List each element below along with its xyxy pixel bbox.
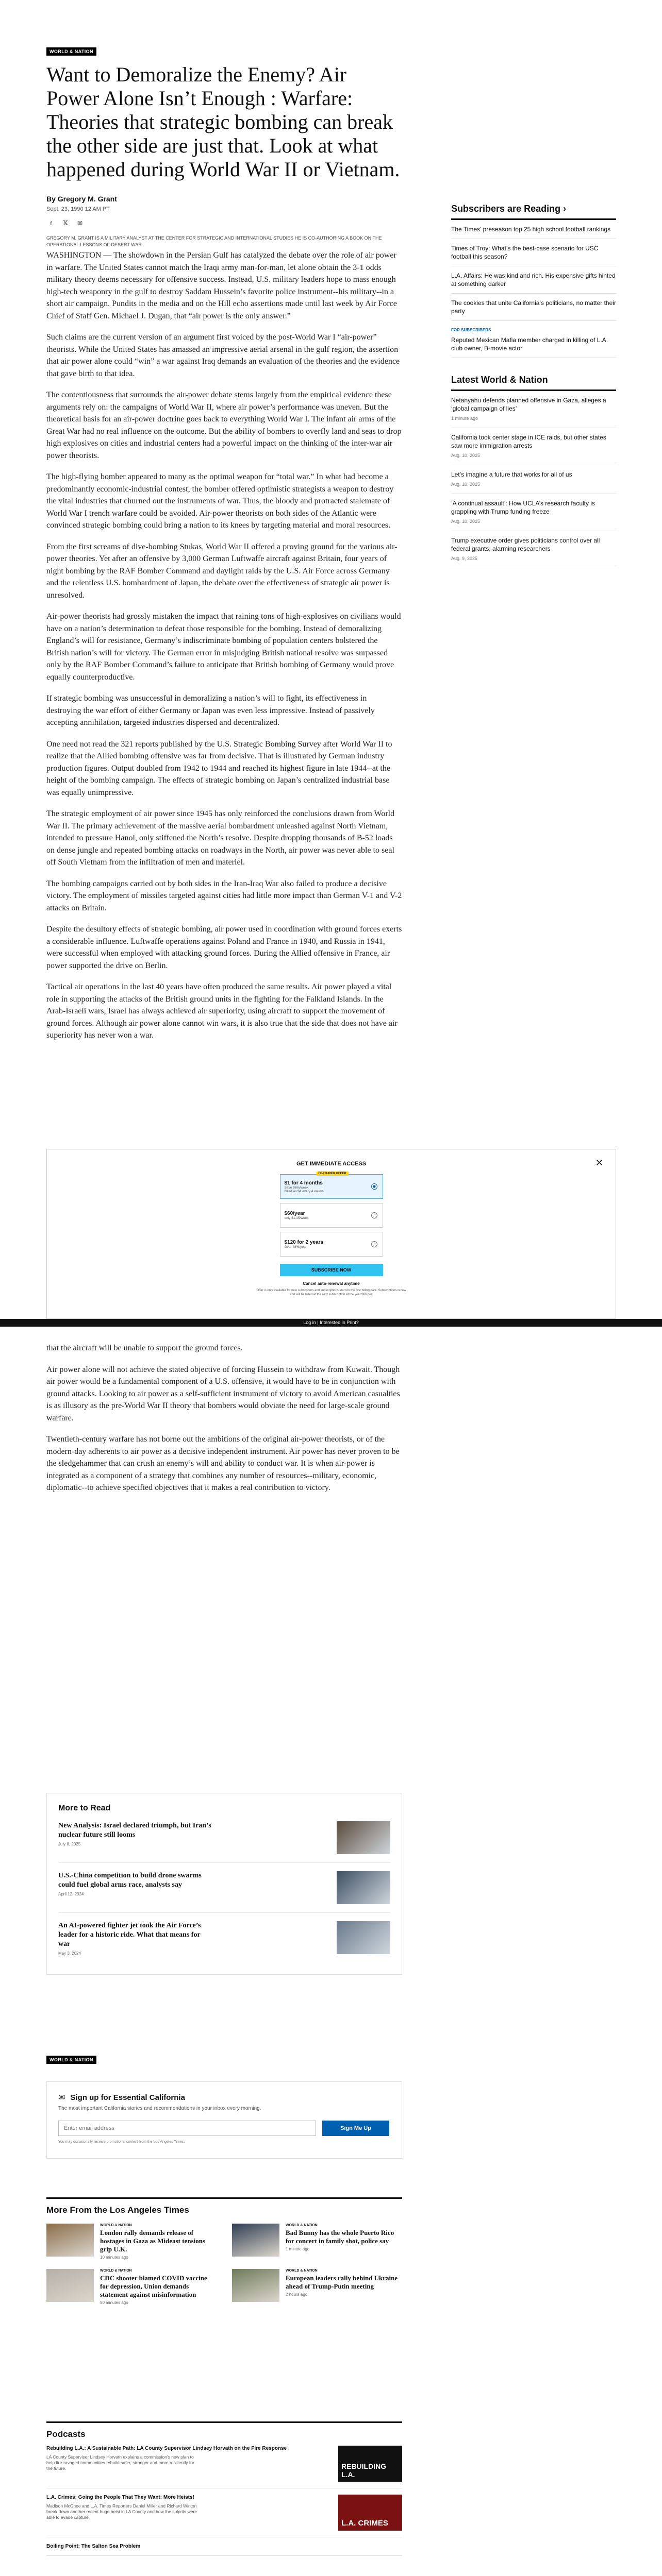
offer-list: [47, 1174, 616, 1257]
more-to-read-item[interactable]: [58, 1863, 390, 1913]
story-time: 10 minutes ago: [100, 2255, 128, 2260]
podcast-desc: LA County Supervisor Lindsey Horvath explains a commission’s new plan to help fire-ravaged communities rebuild safer, stronger and more resiliently for the future.: [46, 2454, 194, 2471]
podcast-title[interactable]: L.A. Crimes: Going the People That They Want: More Heists!: [46, 2495, 194, 2500]
more-to-read-date: May 3, 2024: [58, 1951, 81, 1956]
radio-button[interactable]: [371, 1241, 377, 1247]
offer-option[interactable]: [280, 1203, 383, 1228]
podcast-artwork[interactable]: [338, 2446, 402, 2482]
story-card[interactable]: [232, 2269, 402, 2305]
offer-detail: Over 48%/year: [284, 1245, 307, 1249]
rail-kicker: FOR SUBSCRIBERS: [451, 328, 491, 332]
article-column: [46, 46, 402, 1051]
article-paragraph: The high-flying bomber appeared to many as the optimal weapon for “total war.” In what had become a predominantly economic-industrial contest, the bomber offered optimistic strategists a weapon to destroy the vital industries that churned out the instruments of war. Thus, the bloody and protracted stalemate of World War I trench warfare could be avoided. Air-power theorists on both sides of the Atlantic were convinced strategic bombing could bring a nation to its knees by targeting material and moral resources.: [46, 472, 394, 530]
thumbnail-image[interactable]: [337, 1871, 390, 1904]
author-note: GREGORY M. GRANT IS A MILITARY ANALYST AT THE CENTER FOR STRATEGIC AND INTERNATIONAL STUDIES HE IS CO-AUTHORING A BOOK ON THE OPERATIONAL LESSONS OF DESERT WAR: [46, 235, 382, 247]
article-paragraph: WASHINGTON — The showdown in the Persian Gulf has catalyzed the debate over the role of air power in warfare. The United States cannot match the Iraqi army man-for-man, let alone obtain the 3-1 odds military theory deems necessary for offensive success. Instead, U.S. military leaders hope to mass enough high-tech weaponry in the gulf to destroy Saddam Hussein’s favorite police instrument--his military--in a short air campaign. Pundits in the media and on the Hill echo assertions made until last week by Air Force Chief of Staff Gen. Michael J. Dugan, that “air power is the only answer.”: [46, 251, 397, 320]
article-paragraph: The bombing campaigns carried out by both sides in the Iran-Iraq War also failed to produce a decisive victory. The employment of missiles targeted against cities had little more impact than German V-1 and V-2 attacks on Britain.: [46, 879, 402, 912]
story-time: 50 minutes ago: [100, 2300, 128, 2305]
podcast-item[interactable]: [46, 2439, 402, 2488]
print-link[interactable]: Interested in Print?: [320, 1320, 359, 1325]
rail-item-time: Aug. 9, 2025: [451, 556, 478, 561]
publish-date: Sept. 23, 1990 12 AM PT: [46, 206, 110, 212]
rail-item[interactable]: [451, 391, 616, 428]
rail-item-time: Aug. 10, 2025: [451, 519, 481, 524]
story-headline[interactable]: CDC shooter blamed COVID vaccine for depression, Union demands statement against misinformation: [100, 2274, 207, 2298]
article-paragraph: The contentiousness that surrounds the air-power debate stems largely from the empirical evidence these arguments rely on: the campaigns of World War II, where air power’s performance was uneven. But the theoretical basis for an air-power doctrine goes back to everything World War I. The infant air arms of the Great War had no real influence on the outcome. But the ability of bombers to overfly land and seas to drop high explosives on cities and industrial centers had a powerful impact on the thinking of the inter-war air power theorists.: [46, 391, 402, 460]
cancel-note: Cancel auto-renewal anytime: [303, 1281, 360, 1286]
close-icon[interactable]: ✕: [595, 1158, 603, 1168]
podcasts-title: Podcasts: [46, 2421, 402, 2439]
email-icon[interactable]: ✉: [77, 219, 83, 227]
offer-detail: billed as $4 every 4 weeks: [284, 1189, 324, 1193]
rail-item-title: Netanyahu defends planned offensive in Gaza, alleges a ‘global campaign of lies’: [451, 397, 606, 412]
headline: Want to Demoralize the Enemy? Air Power Alone Isn’t Enough : Warfare: Theories that strategic bombing can break the other side are just that. Look at what happened during World War II or Vietnam.: [46, 63, 400, 181]
story-headline[interactable]: European leaders rally behind Ukraine ahead of Trump-Putin meeting: [286, 2274, 398, 2290]
story-text: [286, 2224, 402, 2260]
reading-list: [451, 218, 616, 358]
newsletter-box: [46, 2081, 402, 2159]
story-kicker[interactable]: WORLD & NATION: [100, 2224, 132, 2227]
right-rail: [451, 204, 616, 568]
rail-item-title: The cookies that unite California’s politicians, no matter their party: [451, 299, 616, 315]
story-card[interactable]: [46, 2269, 217, 2305]
subscribers-reading-title[interactable]: Subscribers are Reading ›: [451, 204, 567, 214]
rail-item[interactable]: [451, 531, 616, 568]
sign-up-button[interactable]: Sign Me Up: [322, 2121, 389, 2136]
rail-item-title: Let’s imagine a future that works for all of us: [451, 471, 572, 478]
podcast-text: [46, 2446, 287, 2482]
rail-item-title: Times of Troy: What’s the best-case scenario for USC football this season?: [451, 245, 599, 260]
thumbnail-image[interactable]: [337, 1921, 390, 1954]
radio-button[interactable]: [371, 1183, 377, 1190]
story-text: [100, 2269, 217, 2305]
more-to-read-date: July 8, 2025: [58, 1842, 81, 1846]
article-body: [46, 249, 402, 1042]
offer-option[interactable]: [280, 1232, 383, 1257]
more-to-read-item[interactable]: [58, 1813, 390, 1863]
article-paragraph: Such claims are the current version of an argument first voiced by the post-World War I “air-power” theorists. While the United States has amassed an impressive aerial arsenal in the gulf region, the assertion that air power alone could “win” a war against Iraq demands an evaluation of the theories and the evidence that gave birth to that idea.: [46, 333, 400, 378]
latest-list: [451, 389, 616, 568]
more-to-read-text: [58, 1921, 213, 1956]
offer-text: [285, 1180, 324, 1193]
newsletter-fine: You may occasionally receive promotional content from the Los Angeles Times.: [58, 2140, 185, 2144]
podcast-text: [46, 2495, 201, 2531]
rail-item-title: Reputed Mexican Mafia member charged in killing of L.A. club owner, B-movie actor: [451, 336, 608, 352]
story-image[interactable]: [46, 2224, 94, 2257]
more-to-read-date: April 12, 2024: [58, 1892, 84, 1896]
story-kicker[interactable]: WORLD & NATION: [286, 2224, 318, 2227]
article-paragraph: Despite the desultory effects of strategic bombing, air power used in coordination with ground forces exerts a considerable influence. Luftwaffe operations against Poland and France in 1940, and Russia in 1941, were successful when employed with attacking ground forces. During the Allied offensive in France, air power supported the drive on Berlin.: [46, 925, 402, 970]
story-card[interactable]: [46, 2224, 217, 2260]
featured-badge: FEATURED OFFER: [317, 1172, 349, 1176]
more-from-grid: [46, 2224, 402, 2305]
article-paragraph: If strategic bombing was unsuccessful in demoralizing a nation’s will to fight, its effectiveness in destroying the war effort of either Germany or Japan was even less impressive. Instead of passively accepting annihilation, targeted industries dispersed and decentralized.: [46, 694, 375, 727]
more-to-read-title: More to Read: [58, 1804, 111, 1812]
radio-button[interactable]: [371, 1212, 377, 1218]
more-to-read: [46, 1793, 402, 1975]
rail-item-time: Aug. 10, 2025: [451, 453, 481, 458]
more-to-read-headline: U.S.-China competition to build drone swarms could fuel global arms race, analysts say: [58, 1872, 202, 1889]
podcast-art-label: L.A. CRIMES: [341, 2519, 388, 2528]
login-link[interactable]: Log in: [303, 1320, 316, 1325]
rail-item[interactable]: [451, 321, 616, 358]
newsletter-desc: The most important California stories and recommendations in your inbox every morning.: [58, 2106, 261, 2111]
story-time: 2 hours ago: [286, 2292, 308, 2297]
more-to-read-item[interactable]: [58, 1913, 390, 1964]
section-tag[interactable]: WORLD & NATION: [46, 47, 96, 56]
rail-item-title: California took center stage in ICE raids, but other states saw more immigration arrests: [451, 434, 606, 449]
story-image[interactable]: [232, 2269, 279, 2302]
more-to-read-text: [58, 1871, 213, 1904]
podcast-title[interactable]: Boiling Point: The Salton Sea Problem: [46, 2544, 141, 2549]
article-paragraph: Tactical air operations in the last 40 years have often produced the same results. Air power played a vital role in supporting the attacks of the British ground units in the fighting for the Falkland Islands. In the Arab-Israeli wars, Israel has always achieved air superiority, using aircraft to support the movement of ground forces. Although air power alone cannot win wars, it is also true that the side that does not have air superiority has never won a war.: [46, 982, 398, 1040]
podcasts-section: [46, 2421, 402, 2556]
podcast-title[interactable]: Rebuilding L.A.: A Sustainable Path: LA County Supervisor Lindsey Horvath on the Fire Response: [46, 2446, 287, 2451]
email-input[interactable]: [58, 2121, 316, 2136]
byline[interactable]: By Gregory M. Grant: [46, 195, 117, 203]
mail-icon: ✉: [58, 2093, 65, 2102]
rail-item[interactable]: [451, 239, 616, 266]
modal-login-bar: [0, 1319, 662, 1327]
article-paragraph: Twentieth-century warfare has not borne out the ambitions of the original air-power theorists, or of the modern-day adherents to air power as a decisive independent instrument. Air power has never proven to be the sledgehammer that can crush an enemy’s will and ability to conduct war. It is when air-power is integrated as a component of a strategy that combines any number of resources--military, economic, diplomatic--to achieve specified objectives that it makes a real contribution to victory.: [46, 1435, 400, 1492]
subscribe-button[interactable]: SUBSCRIBE NOW: [280, 1264, 383, 1276]
modal-title: GET IMMEDIATE ACCESS: [296, 1161, 367, 1167]
thumbnail-image[interactable]: [337, 1821, 390, 1854]
story-headline[interactable]: Bad Bunny has the whole Puerto Rico for concert in family shot, police say: [286, 2229, 394, 2245]
latest-title[interactable]: Latest World & Nation: [451, 375, 548, 385]
rail-item-title: Trump executive order gives politicians control over all federal grants, alarming researchers: [451, 537, 600, 552]
rail-item-title: The Times’ preseason top 25 high school football rankings: [451, 226, 611, 233]
article-paragraph: that the aircraft will be unable to support the ground forces.: [46, 1344, 243, 1352]
more-to-read-list: [58, 1813, 390, 1964]
more-from-section: [46, 2197, 402, 2305]
bar-separator: |: [317, 1320, 319, 1325]
podcast-desc: Madison McGhee and L.A. Times Reporters Daniel Miller and Richard Winton break down another recent huge heist in LA County and how the culprits were able to evade capture.: [46, 2503, 197, 2520]
article-paragraph: Air-power theorists had grossly mistaken the impact that raining tons of high-explosives on civilians would have on a nation’s determination to defeat those responsible for the bombing. Instead of demoralizing England’s will for resistance, Germany’s indiscriminate bombing of population centers bolstered the British nation’s will for victory. The German error in misjudging British national resolve was surpassed only by the RAF Bomber Command’s failure to anticipate that British bombing of Germany would prove equally counterproductive.: [46, 612, 401, 682]
offer-text: [285, 1240, 324, 1249]
story-text: [100, 2224, 217, 2260]
more-to-read-text: [58, 1821, 213, 1854]
offer-price: $60/year: [284, 1211, 305, 1216]
rail-item-time: Aug. 10, 2025: [451, 482, 481, 487]
podcast-artwork[interactable]: [338, 2495, 402, 2531]
story-image[interactable]: [232, 2224, 279, 2257]
section-tag-bottom[interactable]: WORLD & NATION: [46, 2056, 96, 2064]
newsletter-title: Sign up for Essential California: [70, 2093, 185, 2102]
podcast-item[interactable]: [46, 2537, 402, 2556]
story-card[interactable]: [232, 2224, 402, 2260]
article-paragraph: The strategic employment of air power since 1945 has only reinforced the conclusions drawn from World War II. The primary achievement of the massive aerial bombardment unleashed against North Vietnam, intended to pressure Hanoi, only stiffened the North’s resolve. Despite dropping thousands of B-52 loads on dense jungle and repeated bombing attacks on roadways in the North, air power was never able to seal off South Vietnam from the infiltration of men and materiel.: [46, 809, 395, 867]
rail-item[interactable]: [451, 465, 616, 494]
story-time: 1 minute ago: [286, 2247, 310, 2251]
chevron-right-icon: ›: [563, 204, 567, 214]
facebook-icon[interactable]: f: [50, 219, 52, 227]
rail-item[interactable]: [451, 266, 616, 294]
rail-item[interactable]: [451, 220, 616, 239]
story-kicker[interactable]: WORLD & NATION: [286, 2269, 318, 2273]
rail-item[interactable]: [451, 428, 616, 465]
modal-fine-print: Offer is only available for new subscribers and subscriptions start on the first billing date. Subscriptions renew and will be billed at the next subscription at the year $86 per.: [256, 1289, 406, 1296]
story-headline[interactable]: London rally demands release of hostages in Gaza as Mideast tensions grip U.K.: [100, 2229, 206, 2253]
offer-price: $1 for 4 months: [284, 1180, 323, 1186]
article-paragraph: Air power alone will not achieve the stated objective of forcing Hussein to withdraw from Kuwait. Though air power would be a fundamental component of a U.S. offensive, it would have to be in conjunction with ground attacks. Looking to air power as a self-sufficient instrument of victory to avoid American casualties is as illusory as the pre-World War II theory that bombers would obviate the need for large-scale ground warfare.: [46, 1365, 400, 1422]
rail-item-title: L.A. Affairs: He was kind and rich. His expensive gifts hinted at something darker: [451, 272, 616, 287]
offer-detail: Save 96%/week: [284, 1185, 309, 1190]
story-kicker[interactable]: WORLD & NATION: [100, 2269, 132, 2273]
podcast-item[interactable]: [46, 2488, 402, 2537]
more-from-title: More From the Los Angeles Times: [46, 2197, 402, 2215]
story-text: [286, 2269, 402, 2305]
article-paragraph: One need not read the 321 reports published by the U.S. Strategic Bombing Survey after World War II to realize that the Allied bombing offensive was far from decisive. That is illustrated by German industry production figures. Output doubled from 1942 to 1944 and reached its highest figure in late 1944--at the height of the bombing campaign. The effects of strategic bombing on Japan’s centralized industrial base was equally unimpressive.: [46, 739, 392, 797]
twitter-icon[interactable]: 𝕏: [63, 219, 68, 227]
rail-item[interactable]: [451, 494, 616, 531]
podcast-art-label: REBUILDING L.A.: [341, 2462, 387, 2479]
more-to-read-headline: New Analysis: Israel declared triumph, but Iran’s nuclear future still looms: [58, 1822, 211, 1839]
offer-text: [285, 1211, 309, 1220]
share-bar: [46, 218, 402, 228]
offer-option[interactable]: [280, 1174, 383, 1199]
podcast-text: [46, 2544, 140, 2549]
offer-price: $120 for 2 years: [284, 1240, 324, 1245]
article-paragraph: From the first screams of dive-bombing Stukas, World War II offered a proving ground for the various air-power theories. Yet after an offensive by 3,000 German Luftwaffe aircraft against Britain, four years of night bombing by the RAF Bomber Command and daylight raids by the U.S. Air Force across Germany and the relentless U.S. bombardment of Japan, the debate over the effectiveness of strategic air power is unresolved.: [46, 542, 398, 600]
rail-item-title: ‘A continual assault’: How UCLA’s research faculty is grappling with Trump funding freeze: [451, 500, 595, 515]
rail-item-time: 1 minute ago: [451, 416, 478, 421]
story-image[interactable]: [46, 2269, 94, 2302]
podcast-list: [46, 2439, 402, 2556]
paywall-modal: [46, 1149, 616, 1319]
more-to-read-headline: An AI-powered fighter jet took the Air Force’s leader for a historic ride. What that means for war: [58, 1922, 201, 1948]
article-continued: [46, 1342, 402, 1503]
rail-item[interactable]: [451, 294, 616, 321]
offer-detail: only $1.15/week: [284, 1216, 309, 1220]
